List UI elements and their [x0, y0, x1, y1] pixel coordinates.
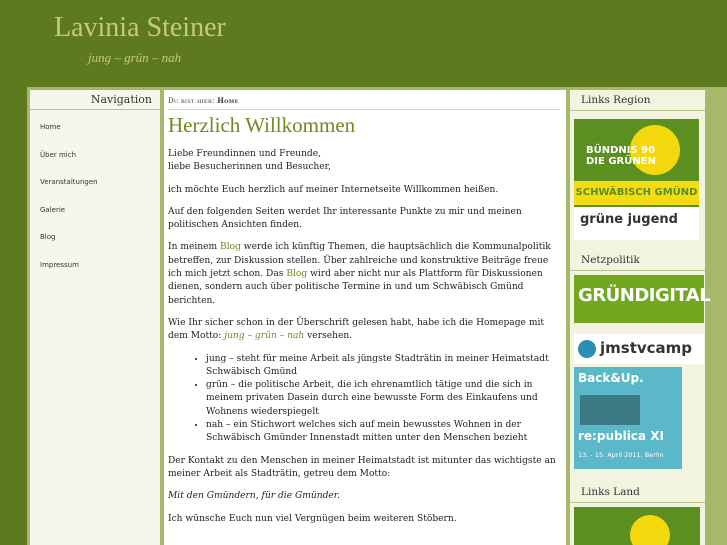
nav-item-blog[interactable]: Blog — [40, 233, 56, 241]
nav-item-impressum[interactable]: Impressum — [40, 260, 79, 269]
republica-date: 13. - 15. April 2011, Berlin — [578, 451, 664, 459]
gruene-banner-text: BÜNDNIS 90 DIE GRÜNEN — [586, 145, 656, 167]
paragraph-blog — [168, 241, 560, 307]
motto-list — [206, 353, 560, 446]
navigation-heading: Navigation — [30, 90, 160, 110]
world-map-icon — [580, 395, 640, 425]
backup-text: Back&Up. — [578, 371, 644, 385]
motto-text-1: Wie Ihr sicher schon in der Überschrift gelesen habt, habe ich die Homepage mit dem Motto: — [168, 317, 545, 342]
paragraph-contact: Der Kontakt zu den Menschen in meiner Heimatstadt ist mitunter das wichtigste an meiner Arbeit als Stadträtin, getreu dem Motto: — [168, 455, 556, 479]
gruene-jugend-logo: grüne jugend — [574, 207, 699, 240]
breadcrumb-current: Home — [217, 96, 239, 105]
paragraph-motto — [168, 317, 560, 344]
blog-text-1: In meinem — [168, 242, 221, 253]
netzpolitik-section — [570, 250, 705, 271]
nav-item-veranstaltungen[interactable]: Veranstaltungen — [40, 178, 98, 186]
paragraph-quote — [168, 490, 560, 503]
blog-link-2[interactable]: Blog — [286, 269, 308, 280]
list-item: • grün – die politische Arbeit, die ich ehrenamtlich tätige und die sich in meinem privaten Dasein durch eine bewusste Form des Einkaufens und Wohnens wiederspiegelt — [206, 379, 560, 419]
gruene-land-banner[interactable] — [574, 507, 700, 545]
links-sidebar — [570, 90, 711, 545]
sunflower-icon — [630, 515, 670, 545]
site-tagline: jung – grün – nah — [88, 50, 182, 65]
gruen-digital-text: GRÜNDIGITAL — [578, 285, 711, 306]
list-item: • jung – steht für meine Arbeit als jüngste Stadträtin in meiner Heimatstadt Schwäbisch Gmünd — [206, 353, 560, 380]
page-title: Herzlich Willkommen — [168, 113, 356, 137]
paragraph-pages: Auf den folgenden Seiten werdet Ihr interessante Punkte zu mir und meinen politischen Ansichten finden. — [168, 206, 522, 231]
links-region-heading: Links Region — [570, 90, 705, 111]
blog-text-3: wird aber nicht nur als Plattform für Diskussionen dienen, sondern auch über politische Termine in und um Schwäbisch Gmünd berichten. — [168, 269, 543, 306]
site-title[interactable]: Lavinia Steiner — [54, 12, 226, 43]
greeting — [168, 148, 560, 175]
netzpolitik-heading: Netzpolitik — [570, 250, 705, 271]
gruene-banner-region: SCHWÄBISCH GMÜND — [574, 181, 699, 205]
republica-text: re:publica XI — [578, 429, 664, 443]
breadcrumb — [168, 96, 560, 110]
paragraph-closing: Ich wünsche Euch nun viel Vergnügen beim weiteren Stöbern. — [168, 513, 457, 524]
jmstv-logo-icon — [578, 340, 596, 358]
links-land-heading: Links Land — [570, 482, 705, 503]
jmstvcamp-banner[interactable] — [574, 334, 704, 364]
nav-item-ueber-mich[interactable]: Über mich — [40, 150, 77, 159]
gruen-digital-banner[interactable] — [574, 275, 711, 323]
motto-emphasis: jung – grün – nah — [224, 331, 305, 342]
navigation-sidebar — [30, 90, 160, 545]
list-item: • nah – ein Stichwort welches sich auf mein bewusstes Wohnen in der Schwäbisch Gmünder Innenstadt mitten unter den Menschen bezieht — [206, 419, 560, 446]
blog-text-2: werde ich künftig Themen, die hauptsächlich die Kommunalpolitik betreffen, zur Diskussion stellen. Über zahlreiche und konstruktive Beiträge freue ich mich jetzt schon. Das — [168, 242, 551, 280]
motto-text-2: versehen. — [304, 331, 353, 342]
breadcrumb-prefix: Du bist hier: — [168, 97, 215, 105]
greeting-line-1: Liebe Freundinnen und Freunde, — [168, 149, 322, 159]
links-region-section — [570, 90, 705, 111]
paragraph-welcome: ich möchte Euch herzlich auf meiner Internetseite Willkommen heißen. — [168, 184, 499, 195]
quote: Mit den Gmündern, für die Gmünder. — [168, 491, 341, 502]
greeting-line-2: liebe Besucherinnen und Besucher, — [168, 162, 331, 173]
blog-link[interactable]: Blog — [220, 242, 241, 253]
navigation-list — [30, 110, 160, 275]
motto-link[interactable] — [224, 331, 304, 341]
gruene-gmuend-banner[interactable] — [574, 119, 699, 240]
article — [168, 112, 560, 535]
main-content — [164, 90, 566, 545]
links-land-section — [570, 482, 705, 503]
nav-item-home[interactable]: Home — [40, 123, 61, 131]
jmstvcamp-text: jmstvcamp — [600, 339, 693, 357]
republica-banner[interactable] — [574, 367, 682, 469]
nav-item-galerie[interactable]: Galerie — [40, 205, 66, 214]
